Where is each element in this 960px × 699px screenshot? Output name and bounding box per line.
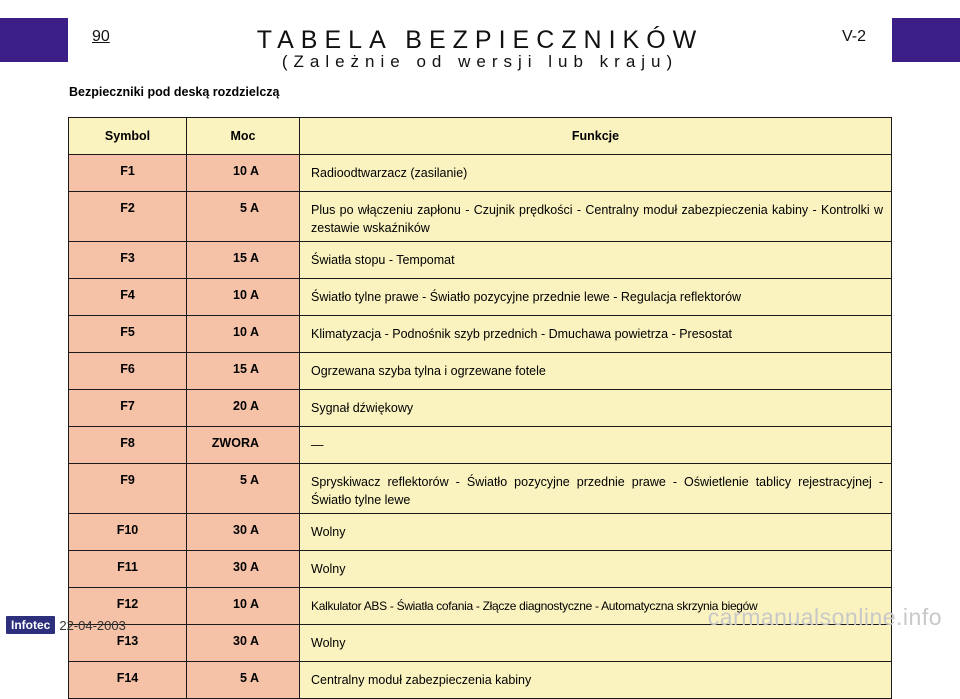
- table-header-row: [69, 118, 892, 155]
- fuse-symbol: F1: [69, 155, 187, 192]
- table-row: [69, 242, 892, 279]
- table-row: [69, 316, 892, 353]
- fuse-symbol: F12: [69, 588, 187, 625]
- fuse-function: Światło tylne prawe - Światło pozycyjne przednie lewe - Regulacja reflektorów: [300, 279, 892, 316]
- fuse-function: Spryskiwacz reflektorów - Światło pozycyjne przednie prawe - Oświetlenie tablicy rejestracyjnej - Światło tylne lewe: [300, 464, 892, 514]
- table-row: [69, 279, 892, 316]
- fuse-symbol: F14: [69, 662, 187, 699]
- fuse-power: 5 A: [187, 192, 300, 242]
- fuse-function: Wolny: [300, 514, 892, 551]
- section-code: V-2: [842, 28, 867, 45]
- table-row: [69, 464, 892, 514]
- fuse-symbol: F11: [69, 551, 187, 588]
- footer-date: 22-04-2003: [59, 617, 126, 633]
- fuse-power: 15 A: [187, 242, 300, 279]
- table-row: [69, 662, 892, 699]
- fuse-power: 30 A: [187, 551, 300, 588]
- fuse-power: 20 A: [187, 390, 300, 427]
- column-header-functions: Funkcje: [300, 118, 892, 155]
- fuse-function: Wolny: [300, 551, 892, 588]
- table-row: [69, 551, 892, 588]
- footer: [6, 616, 126, 634]
- fuse-symbol: F13: [69, 625, 187, 662]
- fuse-function: Radioodtwarzacz (zasilanie): [300, 155, 892, 192]
- table-row: [69, 192, 892, 242]
- fuse-function: Centralny moduł zabezpieczenia kabiny: [300, 662, 892, 699]
- column-header-symbol: Symbol: [69, 118, 187, 155]
- fuse-symbol: F5: [69, 316, 187, 353]
- page-subtitle: (Zależnie od wersji lub kraju): [281, 52, 679, 71]
- table-row: [69, 390, 892, 427]
- fuse-power: 15 A: [187, 353, 300, 390]
- table-row: [69, 514, 892, 551]
- fuse-function: Ogrzewana szyba tylna i ogrzewane fotele: [300, 353, 892, 390]
- fuse-power: 30 A: [187, 625, 300, 662]
- fuse-symbol: F2: [69, 192, 187, 242]
- page-number: 90: [92, 28, 110, 45]
- fuse-symbol: F9: [69, 464, 187, 514]
- fuse-power: 5 A: [187, 662, 300, 699]
- fuse-function: Wolny: [300, 625, 892, 662]
- fuse-function: Kalkulator ABS - Światła cofania - Złącze diagnostyczne - Automatyczna skrzynia biegów: [300, 588, 892, 625]
- fuse-function: Plus po włączeniu zapłonu - Czujnik prędkości - Centralny moduł zabezpieczenia kabiny - Kontrolki w zestawie wskaźników: [300, 192, 892, 242]
- fuse-power: 10 A: [187, 588, 300, 625]
- fuse-symbol: F7: [69, 390, 187, 427]
- column-header-power: Moc: [187, 118, 300, 155]
- table-row: [69, 427, 892, 464]
- fuse-function: —: [300, 427, 892, 464]
- fuse-function: Klimatyzacja - Podnośnik szyb przednich - Dmuchawa powietrza - Presostat: [300, 316, 892, 353]
- fuse-power: 10 A: [187, 279, 300, 316]
- infotec-logo: Infotec: [6, 616, 55, 634]
- fuse-symbol: F4: [69, 279, 187, 316]
- fuse-symbol: F8: [69, 427, 187, 464]
- watermark: carmanualsonline.info: [707, 604, 942, 630]
- fuse-function: Światła stopu - Tempomat: [300, 242, 892, 279]
- fuse-power: 30 A: [187, 514, 300, 551]
- table-row: [69, 155, 892, 192]
- fuse-power: 10 A: [187, 155, 300, 192]
- fuse-symbol: F6: [69, 353, 187, 390]
- fuse-symbol: F3: [69, 242, 187, 279]
- page-title: TABELA BEZPIECZNIKÓW: [256, 26, 704, 54]
- fuse-power: 5 A: [187, 464, 300, 514]
- fuse-power: 10 A: [187, 316, 300, 353]
- table-row: [69, 353, 892, 390]
- fuse-power: ZWORA: [187, 427, 300, 464]
- table-title: Bezpieczniki pod deską rozdzielczą: [69, 85, 280, 99]
- fuse-symbol: F10: [69, 514, 187, 551]
- fuse-function: Sygnał dźwiękowy: [300, 390, 892, 427]
